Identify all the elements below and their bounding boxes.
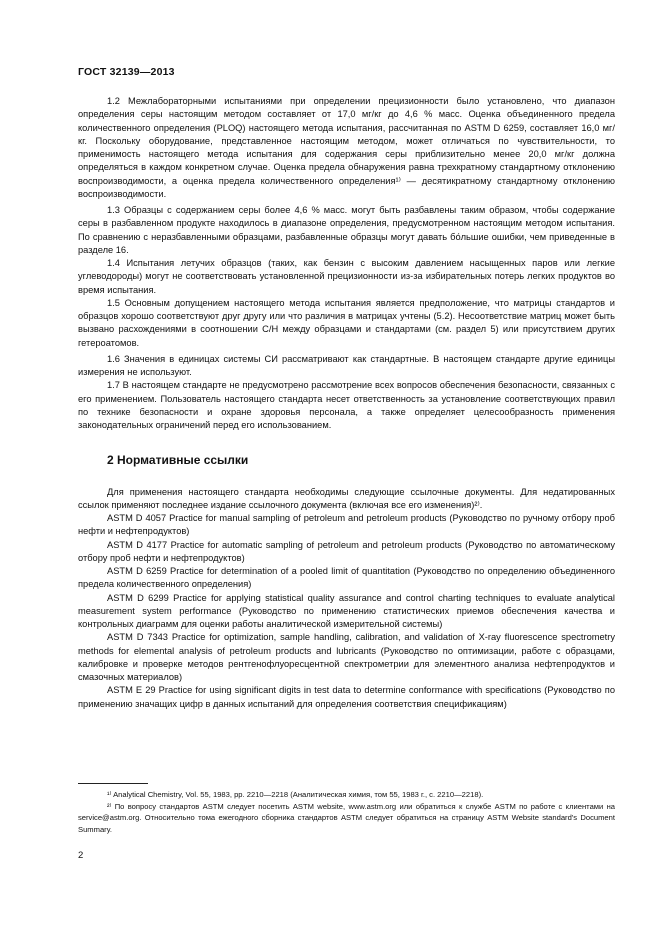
document-header: ГОСТ 32139—2013 [78, 66, 175, 78]
reference-item: ASTM D 7343 Practice for optimization, sample handling, calibration, and validation of X-ray fluorescence spectrometry methods for elemental analysis of petroleum products and lubricants (Руководство по оптимизации, работе с образцами, калибровке и проверке методов рентгенофлуоресцентной спектрометрии для элементного анализа нефтепродуктов и смазочных материалов) [78, 632, 615, 682]
reference-item: ASTM D 4057 Practice for manual sampling of petroleum and petroleum products (Руководство по ручному отбору проб нефти и нефтепродуктов) [78, 513, 615, 537]
footnote-1: ¹⁾ Analytical Chemistry, Vol. 55, 1983, pp. 2210—2218 (Аналитическая химия, том 55, 1983 г., с. 2210—2218). [107, 790, 484, 799]
paragraph-1-3: 1.3 Образцы с содержанием серы более 4,6 % масс. могут быть разбавлены таким образом, чтобы содержание серы в разбавленном продукте находилось в диапазоне определения, предусмотренном настоящим методом испытания. По сравнению с неразбавленными образцами, разбавленные образцы могут давать бо́льшие ошибки, чем приведенные в разделе 16. [78, 205, 615, 255]
section-intro: Для применения настоящего стандарта необходимы следующие ссылочные документы. Для недатированных ссылок применяют последнее издание ссылочного документа (включая все его изменения)²⁾. [78, 486, 615, 510]
paragraph-1-4: 1.4 Испытания летучих образцов (таких, как бензин с высоким давлением насыщенных паров или легкие углеводороды) могут не соответствовать установленной прецизионности из-за избирательных потерь легких продуктов во время испытания. [78, 258, 615, 295]
footnote-2: ²⁾ По вопросу стандартов ASTM следует посетить ASTM website, www.astm.org или обратиться к службе ASTM по работе с клиентами на service@astm.org. Относительно тома ежегодного сборника стандартов ASTM следует обратиться на страницу ASTM Website standard's Document Summary. [78, 801, 615, 834]
reference-item: ASTM E 29 Practice for using significant digits in test data to determine conformance with specifications (Руководство по применению значащих цифр в данных испытаний для определения соответствия спецификациям) [78, 685, 615, 709]
page-number: 2 [78, 850, 84, 861]
footnotes [78, 789, 615, 835]
reference-item: ASTM D 6259 Practice for determination of a pooled limit of quantitation (Руководство по определению объединенного предела количественного определения) [78, 566, 615, 590]
paragraph-1-2: 1.2 Межлабораторными испытаниями при определении прецизионности было установлено, что диапазон определения серы настоящим методом составляет от 17,0 мг/кг до 4,6 % масс. Оценка объединенного предела количественного определения (PLOQ) настоящего метода испытания, рассчитанная по ASTM D 6259, составляет 16,0 мг/кг. Поскольку оборудование, представленное настоящим методом, может отличаться по чувствительности, то применимость настоящего метода испытания для содержания серы приблизительно менее 20,0 мг/кг должна определяться в каждом конкретном случае. Оценка предела обнаружения равна трехкратному стандартному отклонению воспроизводимости, а оценка предела количественного определения¹⁾ — десятикратному стандартному отклонению воспроизводимости. [78, 96, 615, 199]
document-body [78, 95, 615, 711]
reference-item: ASTM D 4177 Practice for automatic sampling of petroleum and petroleum products (Руководство по автоматическому отбору проб нефти и нефтепродуктов) [78, 539, 615, 563]
reference-item: ASTM D 6299 Practice for applying statistical quality assurance and control charting techniques to evaluate analytical measurement system performance (Руководство по применению статистических приемов обеспечения качества и контрольных диаграмм для оценки работы аналитической измерительной системы) [78, 592, 615, 629]
section-heading: 2 Нормативные ссылки [107, 453, 249, 468]
paragraph-1-6: 1.6 Значения в единицах системы СИ рассматривают как стандартные. В настоящем стандарте другие единицы измерения не используют. [78, 353, 615, 377]
paragraph-1-5: 1.5 Основным допущением настоящего метода испытания является предположение, что матрицы стандартов и образцов хорошо соответствуют друг другу или что различия в матрицах учтены (5.2). Несоответствие матриц может быть вызвано расхождениями в соотношении С/Н между образцами и стандартами (см. раздел 5) или присутствием других гетероатомов. [78, 297, 615, 348]
footnote-divider [78, 783, 148, 784]
paragraph-1-7: 1.7 В настоящем стандарте не предусмотрено рассмотрение всех вопросов обеспечения безопасности, связанных с его применением. Пользователь настоящего стандарта несет ответственность за установление соответствующих правил по технике безопасности и охране здоровья персонала, а также определяет целесообразность применения законодательных ограничений перед его использованием. [78, 380, 615, 430]
